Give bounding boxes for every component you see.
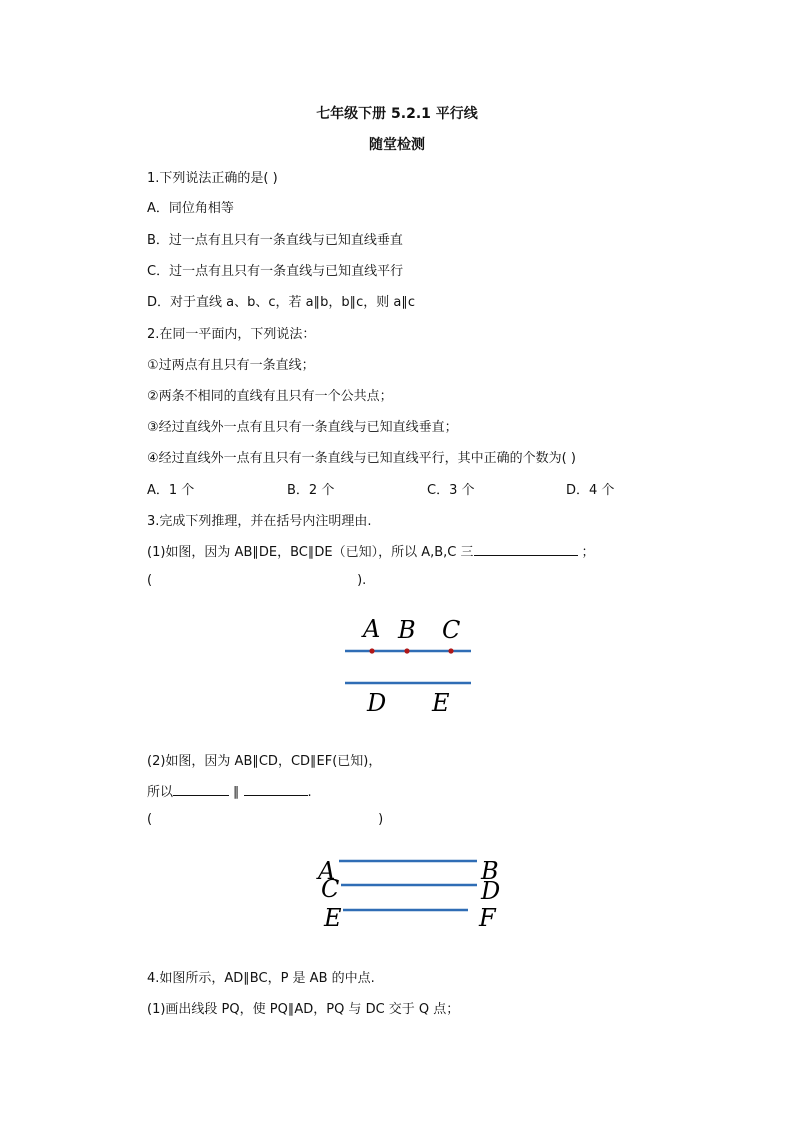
q3-part1 [147,541,595,560]
q3-part2-blank-2[interactable] [244,782,308,796]
q3-part2-parallel: ∥ [233,785,240,800]
q2-option-b: B．2 个 [287,483,335,498]
q1-option-d: D．对于直线 a、b、c，若 a∥b，b∥c，则 a∥c [147,295,416,310]
figure-1-parallel-lines [335,610,485,720]
q3-stem: 3.完成下列推理，并在括号内注明理由. [147,514,372,529]
q3-part1-reason-open: ( [147,573,153,588]
fig1-point-a [369,648,374,653]
q2-statement-3: ③经过直线外一点有且只有一条直线与已知直线垂直； [147,420,458,435]
q4-stem: 4.如图所示，AD∥BC，P 是 AB 的中点. [147,971,375,986]
figure-2-parallel-lines [315,850,515,935]
fig2-label-c: C [321,875,340,903]
fig2-label-f: F [479,904,496,932]
section-subtitle: 随堂检测 [369,137,425,153]
q3-part1-reason-close: ). [357,573,367,588]
q3-part1-text: (1)如图，因为 AB∥DE，BC∥DE（已知），所以 A,B,C 三 [147,545,474,560]
fig1-label-c: C [442,616,461,644]
q3-part2-reason-open: ( [147,812,153,827]
q2-statement-1: ①过两点有且只有一条直线； [147,358,315,373]
q2-statement-2: ②两条不相同的直线有且只有一个公共点； [147,389,393,404]
q1-option-b: B．过一点有且只有一条直线与已知直线垂直 [147,233,403,248]
document-title: 七年级下册 5.2.1 平行线 [316,106,478,122]
q3-part1-end: ； [581,545,595,560]
q1-option-a: A．同位角相等 [147,201,234,216]
q3-part2-end: . [307,785,312,800]
q2-statement-4: ④经过直线外一点有且只有一条直线与已知直线平行，其中正确的个数为( ) [147,451,576,466]
q3-part2-reason [147,812,383,827]
fig2-label-b: B [481,857,499,885]
q2-option-a: A．1 个 [147,483,195,498]
fig1-point-c [448,648,453,653]
q2-option-c: C．3 个 [427,483,475,498]
q3-part2: (2)如图，因为 AB∥CD，CD∥EF(已知)， [147,754,382,769]
q1-stem: 1.下列说法正确的是( ) [147,171,278,186]
fig1-label-e: E [432,689,450,717]
q2-option-d: D．4 个 [566,483,615,498]
q3-part1-reason [147,573,366,588]
q2-stem: 2.在同一平面内，下列说法： [147,327,316,342]
q3-part2-blank-1[interactable] [173,782,229,796]
q3-part2-conclusion [147,781,312,800]
q3-part2-so: 所以 [147,785,174,800]
q4-part1: (1)画出线段 PQ，使 PQ∥AD，PQ 与 DC 交于 Q 点； [147,1002,460,1017]
fig2-label-e: E [324,904,342,932]
fig1-label-d: D [367,689,387,717]
q3-part1-blank[interactable] [474,542,578,556]
q3-part2-reason-close: ) [378,812,384,827]
fig1-point-b [404,648,409,653]
fig2-label-d: D [481,877,501,905]
q1-option-c: C．过一点有且只有一条直线与已知直线平行 [147,264,404,279]
fig2-label-a: A [318,857,336,885]
fig1-label-a: A [363,615,381,643]
fig1-label-b: B [398,616,416,644]
